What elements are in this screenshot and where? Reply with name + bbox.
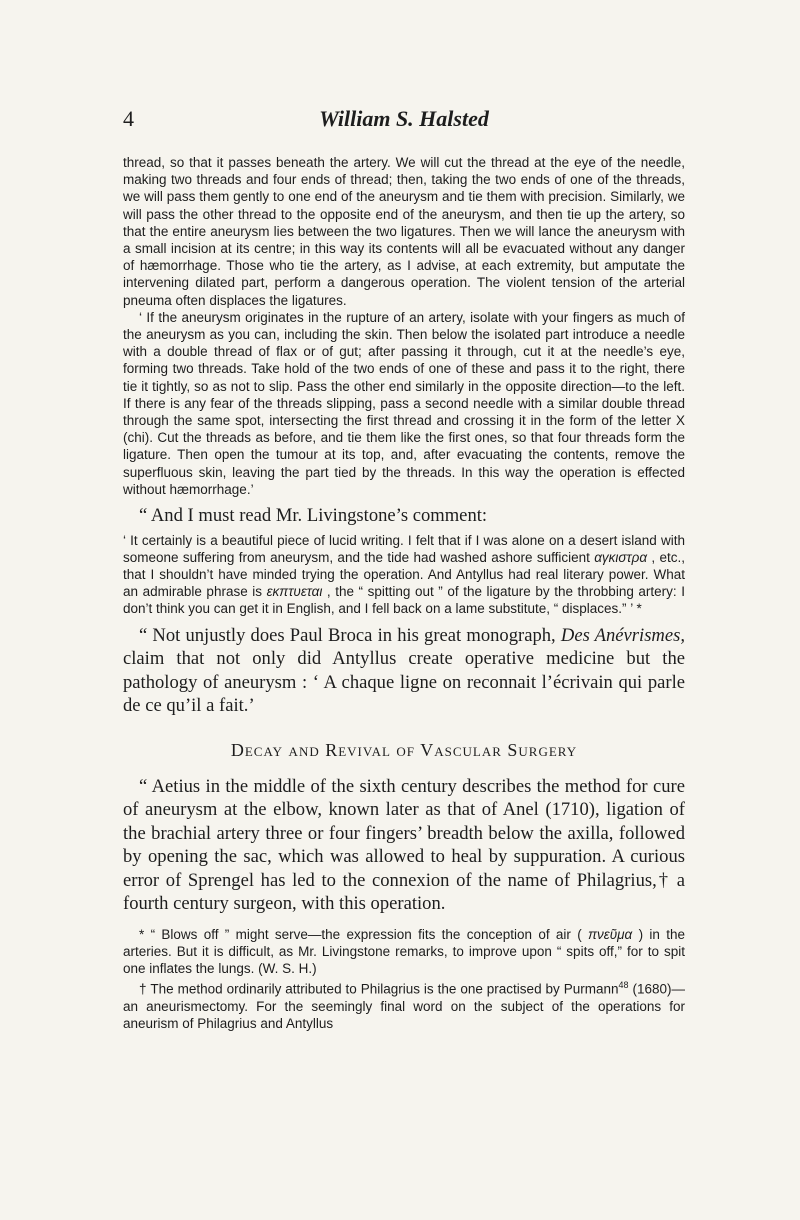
page-header	[123, 106, 685, 136]
p5-text-a: “ Not unjustly does Paul Broca in his great monograph,	[139, 624, 556, 646]
paragraph-5	[123, 624, 685, 718]
running-title: William S. Halsted	[319, 106, 489, 131]
page-number: 4	[123, 106, 134, 131]
greek-word-1: αγκιστρα	[594, 549, 648, 565]
fn1-text-a: * “ Blows off ” might serve—the expression fits the conception of air (	[139, 926, 582, 942]
fn1-text-b: ) in the arteries. But it is difficult, as Mr. Livingstone remarks, to improve upon “ spits off,” for to spit one inflates the lungs. (W. S. H.)	[123, 926, 685, 976]
p4-text-b: , etc., that I shouldn’t have minded trying the operation. And Antyllus had real literary power. What an admirable phrase is	[123, 549, 685, 600]
section-heading: Decay and Revival of Vascular Surgery	[230, 739, 578, 760]
p5-text-b: claim that not only did Antyllus create operative medicine but the pathology of aneurysm : ‘ A chaque ligne on reconnait l’écrivain qui parle de ce qu’il a fait.’	[123, 648, 685, 717]
reference-number: 48	[618, 980, 629, 991]
greek-word-3: πνεῦμα	[588, 926, 633, 942]
page-body	[123, 154, 685, 1032]
fn2-text-b: (1680)—an aneurismectomy. For the seemingly final word on the subject of the operations for aneurism of Philagrius and Antyllus	[123, 981, 685, 1032]
paragraph-1: thread, so that it passes beneath the artery. We will cut the thread at the eye of the needle, making two threads and four ends of thread; then, taking the two ends of one of the threads, we will pass them gently to one end of the aneurysm and tie them with precision. Similarly, we will pass the other thread to the opposite end of the aneurysm, and then tie up the artery, so that the entire aneurysm lies between the two ligatures. Then we will lance the aneurysm with a small incision at its centre; in this way its contents will all be evacuated without any danger of hæmorrhage. Those who tie the artery, as I advise, at each extremity, but amputate the intervening dilated part, perform a dangerous operation. The violent tension of the arterial pneuma often displaces the ligatures.	[123, 155, 685, 308]
paragraph-4	[123, 532, 685, 618]
paragraph-3: “ And I must read Mr. Livingstone’s comment:	[139, 505, 488, 527]
footnote-1	[123, 926, 685, 978]
greek-word-2: εκπτυεται	[266, 584, 323, 600]
footnote-2	[123, 977, 685, 1032]
paragraph-2: ‘ If the aneurysm originates in the rupture of an artery, isolate with your fingers as much of the aneurysm as you can, including the skin. Then below the isolated part introduce a needle with a double thread of flax or of gut; after passing it through, cut it at the needle’s eye, forming two threads. Take hold of the two ends of one of these and pass it to the right, there tie it tightly, so as not to slip. Pass the other end similarly in the opposite direction—to the left. If there is any fear of the threads slipping, pass a second needle with a similar double thread through the same spot, intersecting the first thread and crossing it in the form of the letter X (chi). Cut the threads as before, and tie them like the first ones, so that four threads form the ligature. Then open the tumour at its top, and, after evacuating the contents, remove the superfluous skin, leaving the part tied by the threads. In this way the operation is effected without hæmorrhage.’	[123, 309, 685, 497]
paragraph-6: “ Aetius in the middle of the sixth century describes the method for cure of aneurysm at the elbow, known later as that of Anel (1710), ligation of the brachial artery three or four fingers’ breadth below the axilla, followed by opening the sac, which was allowed to heal by suppuration. A curious error of Sprengel has led to the connexion of the name of Philagrius,† a fourth century surgeon, with this operation.	[123, 775, 685, 915]
p4-text-c: , the “ spitting out ” of the ligature by the throbbing artery: I don’t think you can get it in English, and I fell back on a lame substitute, “ displaces.” ’ *	[123, 584, 685, 617]
fn2-text-a: † The method ordinarily attributed to Philagrius is the one practised by Purmann	[139, 981, 619, 997]
book-title: Des Anévrismes,	[560, 624, 685, 646]
p4-text-a: ‘ It certainly is a beautiful piece of lucid writing. I felt that if I was alone on a desert island with someone suffering from aneurysm, and the tide had washed ashore sufficient	[123, 532, 685, 565]
